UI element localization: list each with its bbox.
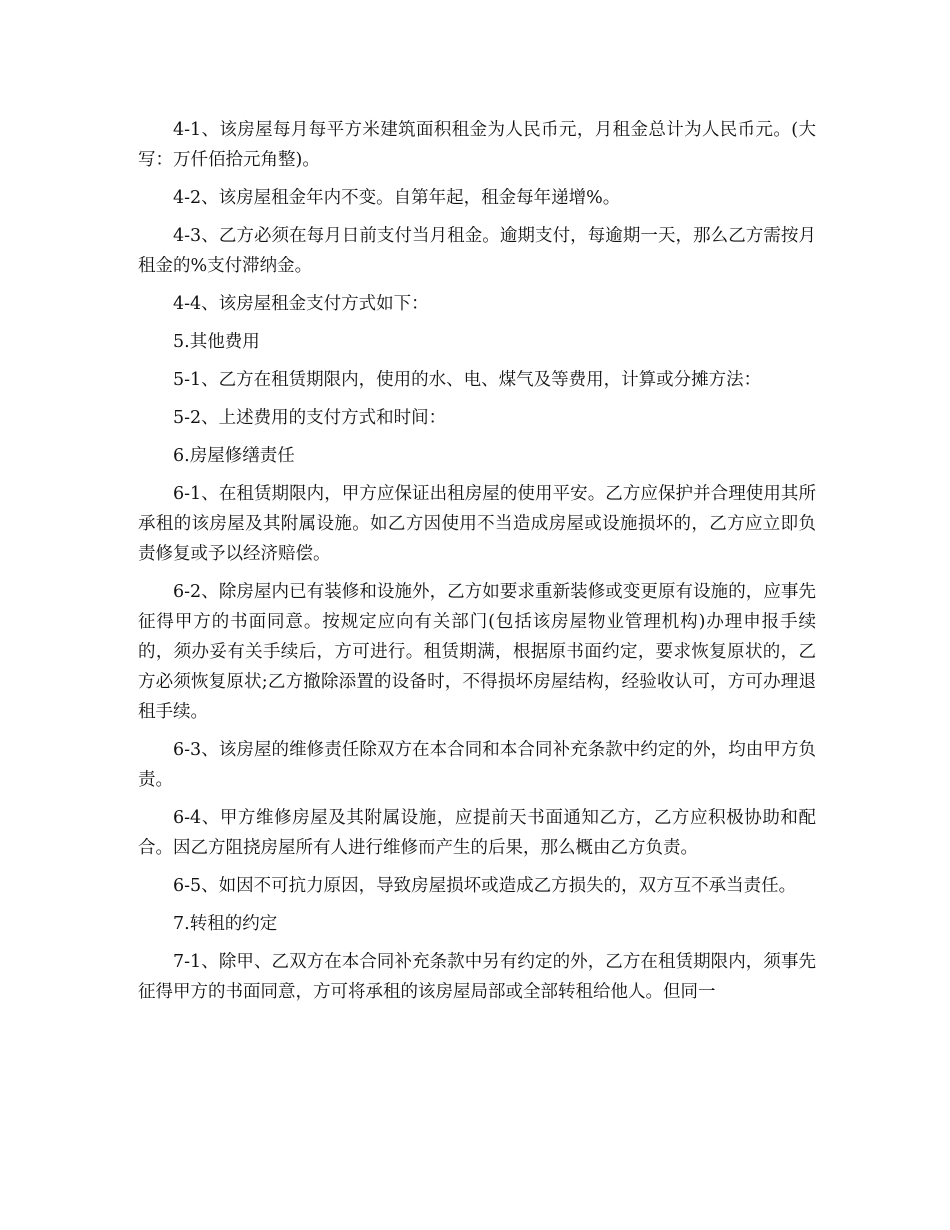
- clause-4-3: 4-3、乙方必须在每月日前支付当月租金。逾期支付，每逾期一天，那么乙方需按月租金的%支付滞纳金。: [138, 226, 816, 276]
- clause-6-2: 6-2、除房屋内已有装修和设施外，乙方如要求重新装修或变更原有设施的，应事先征得甲方的书面同意。按规定应向有关部门(包括该房屋物业管理机构)办理申报手续的，须办妥有关手续后，方可进行。租赁期满，根据原书面约定，要求恢复原状的，乙方必须恢复原状;乙方撤除添置的设备时，不得损坏房屋结构，经验收认可，方可办理退租手续。: [138, 582, 816, 722]
- clause-6-3: 6-3、该房屋的维修责任除双方在本合同和本合同补充条款中约定的外，均由甲方负责。: [138, 740, 816, 790]
- clause-6-5: 6-5、如因不可抗力原因，导致房屋损坏或造成乙方损失的，双方互不承当责任。: [173, 876, 797, 896]
- clause-6-1: 6-1、在租赁期限内，甲方应保证出租房屋的使用平安。乙方应保护并合理使用其所承租的该房屋及其附属设施。如乙方因使用不当造成房屋或设施损坏的，乙方应立即负责修复或予以经济赔偿。: [138, 484, 816, 564]
- clause-7-1: 7-1、除甲、乙双方在本合同补充条款中另有约定的外，乙方在租赁期限内，须事先征得甲方的书面同意，方可将承租的该房屋局部或全部转租给他人。但同一: [138, 952, 816, 1002]
- clause-5-2: 5-2、上述费用的支付方式和时间：: [173, 408, 447, 428]
- clause-4-1: 4-1、该房屋每月每平方米建筑面积租金为人民币元，月租金总计为人民币元。(大写：万仟佰拾元角整)。: [138, 120, 816, 170]
- section-heading-5: 5.其他费用: [173, 332, 260, 352]
- section-heading-7: 7.转租的约定: [173, 914, 278, 934]
- clause-4-4: 4-4、该房屋租金支付方式如下：: [173, 294, 429, 314]
- clause-6-4: 6-4、甲方维修房屋及其附属设施，应提前天书面通知乙方，乙方应积极协助和配合。因乙方阻挠房屋所有人进行维修而产生的后果，那么概由乙方负责。: [138, 808, 816, 858]
- clause-5-1: 5-1、乙方在租赁期限内，使用的水、电、煤气及等费用，计算或分摊方法：: [173, 370, 762, 390]
- section-heading-6: 6.房屋修缮责任: [173, 446, 295, 466]
- clause-4-2: 4-2、该房屋租金年内不变。自第年起，租金每年递增%。: [173, 188, 621, 208]
- document-body: [138, 115, 816, 1015]
